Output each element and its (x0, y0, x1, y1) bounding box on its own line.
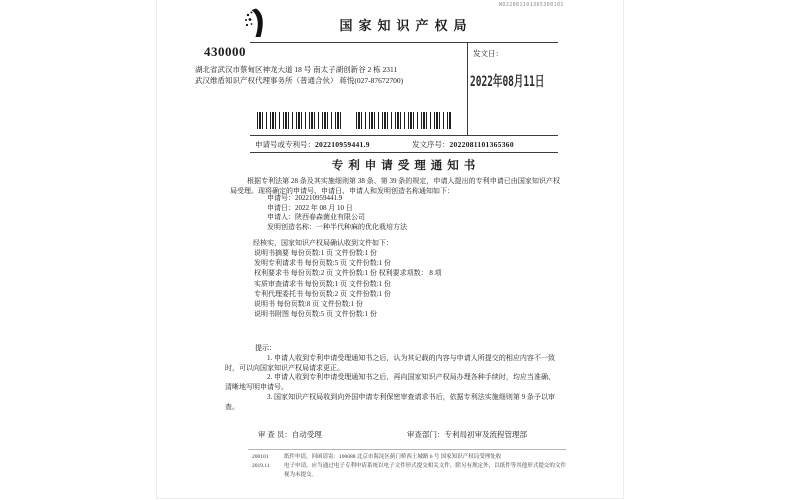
document-title: 专利申请受理通知书 (331, 160, 481, 172)
notes-section (225, 344, 555, 413)
received-document-item: 说明书附图 每份页数:5 页 文件份数:1 份 (254, 310, 377, 319)
issue-date-stamp: 2022年08月11日 (470, 74, 545, 90)
issue-date-label: 发文日： (473, 49, 503, 58)
footer-row (252, 453, 566, 462)
received-document-item: 权利要求书 每份页数:2 页 文件份数:1 份 权利要求项数： 8 项 (254, 269, 442, 278)
field-invention-title (267, 223, 407, 233)
serial-number-value: 2022081101365360 (449, 140, 514, 149)
intro-paragraph: 根据专利法第 28 条及其实施细则第 38 条、第 39 条的规定，申请人提出的专利申请已由国家知识产权局受理。现将确定的申请号、申请日、申请人和发明创造名称通知如下： (230, 177, 560, 195)
received-document-item: 发明专利请求书 每份页数:5 页 文件份数:1 份 (254, 259, 391, 268)
header-rule (250, 42, 558, 43)
serial-number-label: 发文序号： (412, 140, 450, 149)
barcode-icon (356, 112, 451, 129)
receipt-intro: 经核实，国家知识产权局确认收到文件如下： (253, 239, 393, 247)
department-label: 审查部门： (407, 430, 445, 439)
department-row (407, 429, 527, 440)
field-value: 一种半代种麻的优化栽培方法 (316, 223, 407, 232)
examiner-value: 自动受理 (291, 430, 322, 439)
field-label: 申请人： (267, 213, 295, 222)
note-item: 1. 申请人收到专利申请受理通知书之后，认为其记载的内容与申请人所提交的相应内容不一致时，可以向国家知识产权局请求更正。 (225, 353, 555, 372)
field-applicant (267, 213, 407, 223)
footer-form-code: 2019.11 (252, 463, 270, 469)
footer-text: 电子申请，应当通过电子专利申请系统以电子文件形式提交相关文件，除另有规定外，以纸件等其他形式提交的文件视为未提交。 (284, 463, 566, 478)
field-value: 202210959441.9 (295, 194, 343, 202)
note-item: 3. 国家知识产权局收到向外国申请专利保密审查请求书后，依据专利法实施细则第 9 条予以审查。 (225, 392, 555, 411)
field-filing-date (267, 204, 407, 214)
meta-top-rule (250, 135, 558, 136)
application-number-row (255, 139, 370, 150)
field-value: 陕西春森菌业有限公司 (295, 213, 365, 222)
serial-number-row (412, 139, 514, 150)
application-number-value: 202210959441.9 (315, 140, 370, 149)
received-document-item: 说明书摘要 每份页数:1 页 文件份数:1 份 (254, 249, 377, 257)
print-code: WD22081101365360101 (499, 2, 564, 8)
field-label: 申请号： (267, 194, 295, 202)
issue-date-divider (467, 42, 468, 135)
agency-title: 国家知识产权局 (339, 18, 473, 33)
received-document-item: 实质审查请求书 每份页数:1 页 文件份数:1 份 (254, 279, 391, 288)
department-value: 专利局初审及流程管理部 (444, 430, 527, 439)
examiner-label: 审 查 员： (258, 430, 292, 439)
footer-form-code: 200101 (252, 454, 269, 460)
recipient-agent-line: 武汉维盾知识产权代理事务所（普通合伙） 蒋悦(027-87672700) (195, 76, 404, 85)
field-label: 申请日： (267, 203, 295, 212)
notes-title: 提示： (255, 344, 276, 352)
meta-bottom-rule (250, 152, 558, 153)
application-number-label: 申请号或专利号： (255, 140, 315, 149)
note-item: 2. 申请人收到专利申请受理通知书之后，再向国家知识产权局办理各种手续时，均应当准确、清晰地写明申请号。 (225, 373, 555, 392)
field-label: 发明创造名称： (267, 223, 316, 232)
footer-text: 纸件申请，回函请寄：100088 北京市海淀区蓟门桥西土城路 6 号 国家知识产权局受理处收 (284, 454, 502, 460)
field-value: 2022 年 08 月 10 日 (295, 203, 353, 212)
received-document-item: 专利代理委托书 每份页数:2 页 文件份数:1 份 (254, 289, 391, 298)
barcode-icon (257, 112, 341, 129)
application-fields (267, 194, 407, 233)
footer-rule (248, 449, 566, 450)
footer-row (252, 462, 566, 479)
recipient-postcode: 430000 (204, 44, 246, 59)
cnipa-logo-icon (242, 7, 274, 39)
received-documents-list (254, 248, 442, 319)
examiner-row (258, 429, 322, 440)
recipient-address-line: 湖北省武汉市蔡甸区神龙大道 18 号 南太子湖创新谷 2 栋 2311 (195, 65, 398, 74)
field-application-number (267, 194, 407, 204)
received-document-item: 说明书 每份页数:8 页 文件份数:1 份 (254, 300, 363, 309)
